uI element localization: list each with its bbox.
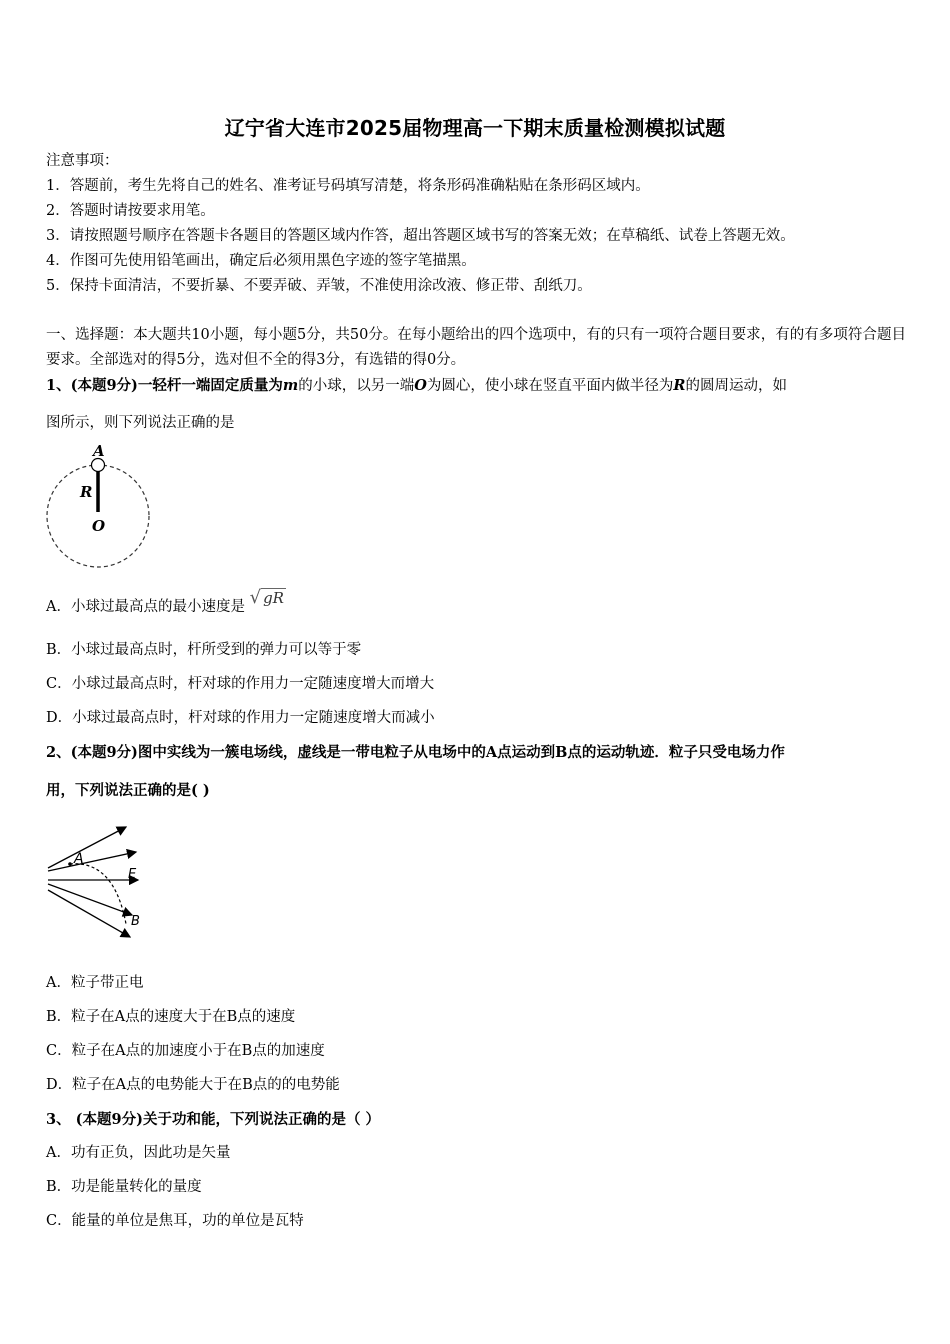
q1-label-A: A	[93, 442, 105, 460]
q1-option-a	[46, 587, 286, 617]
q1-circle-figure	[40, 440, 160, 570]
q2-label-A: A	[74, 851, 84, 867]
sqrt-icon: √	[249, 587, 262, 608]
q2-field-figure	[44, 820, 154, 945]
q1-var-O: O	[414, 377, 427, 394]
q1-ball	[92, 459, 105, 472]
notice-item: 3．请按照题号顺序在答题卡各题目的答题区域内作答，超出答题区域书写的答案无效；在草稿纸、试卷上答题无效。	[46, 228, 795, 244]
q1-var-R: R	[673, 377, 686, 394]
sqrt-expression	[250, 589, 286, 607]
q2-stem-line1: 2、(本题9分)图中实线为一簇电场线，虚线是一带电粒子从电场中的A点运动到B点的运动轨迹．粒子只受电场力作	[46, 744, 785, 761]
q1-option-b: B．小球过最高点时，杆所受到的弹力可以等于零	[46, 642, 362, 658]
q1-var-m: m	[282, 377, 299, 394]
notice-item: 5．保持卡面清洁，不要折暴、不要弄破、弄皱，不准使用涂改液、修正带、刮纸刀。	[46, 278, 592, 294]
notice-item: 4．作图可先使用铅笔画出，确定后必须用黑色字迹的签字笔描黑。	[46, 253, 476, 269]
trajectory-dashed	[70, 864, 126, 924]
page-title: 辽宁省大连市2025届物理高一下期末质量检测模拟试题	[224, 116, 726, 140]
q2-label-E: E	[128, 867, 137, 882]
notice-item: 1．答题前，考生先将自己的姓名、准考证号码填写清楚，将条形码准确粘贴在条形码区域内。	[46, 178, 650, 194]
q2-stem-line2: 用，下列说法正确的是( )	[46, 782, 210, 799]
q1-label-R: R	[80, 483, 93, 501]
section-heading: 一、选择题：本大题共10小题，每小题5分，共50分。在每小题给出的四个选项中，有的只有一项符合题目要求，有的有多项符合题目要求。全部选对的得5分，选对但不全的得3分，有选错的得0分。	[46, 327, 906, 368]
q1-stem-line1	[46, 377, 787, 395]
point-a-dot	[68, 862, 72, 866]
q2-option-d: D．粒子在A点的电势能大于在B点的的电势能	[46, 1077, 340, 1093]
q3-option-c: C．能量的单位是焦耳，功的单位是瓦特	[46, 1213, 304, 1229]
q1-label-O: O	[92, 517, 106, 535]
q1-option-d: D．小球过最高点时，杆对球的作用力一定随速度增大而减小	[46, 710, 435, 726]
q2-option-b: B．粒子在A点的速度大于在B点的速度	[46, 1009, 296, 1025]
q2-option-a: A．粒子带正电	[46, 975, 144, 991]
sqrt-radicand: gR	[263, 589, 284, 607]
q1-stem-part: 的圆周运动，如	[685, 378, 787, 394]
q3-option-b: B．功是能量转化的量度	[46, 1179, 202, 1195]
field-line	[48, 827, 126, 868]
q1-stem-part: 为圆心，使小球在竖直平面内做半径为	[426, 378, 674, 394]
notice-heading: 注意事项：	[46, 153, 119, 169]
q1-stem-part: 1、(本题9分)一轻杆一端固定质量为	[46, 377, 283, 394]
q1-stem-part: 的小球，以另一端	[298, 378, 415, 394]
notice-item: 2．答题时请按要求用笔。	[46, 203, 215, 219]
q1-stem-line2: 图所示，则下列说法正确的是	[46, 415, 235, 431]
q3-option-a: A．功有正负，因此功是矢量	[46, 1145, 231, 1161]
q1-option-a-text: A．小球过最高点的最小速度是	[46, 599, 245, 615]
q2-option-c: C．粒子在A点的加速度小于在B点的加速度	[46, 1043, 325, 1059]
q1-option-c: C．小球过最高点时，杆对球的作用力一定随速度增大而增大	[46, 676, 435, 692]
q3-stem: 3、 (本题9分)关于功和能，下列说法正确的是（ ）	[46, 1111, 380, 1128]
q2-label-B: B	[131, 914, 140, 929]
